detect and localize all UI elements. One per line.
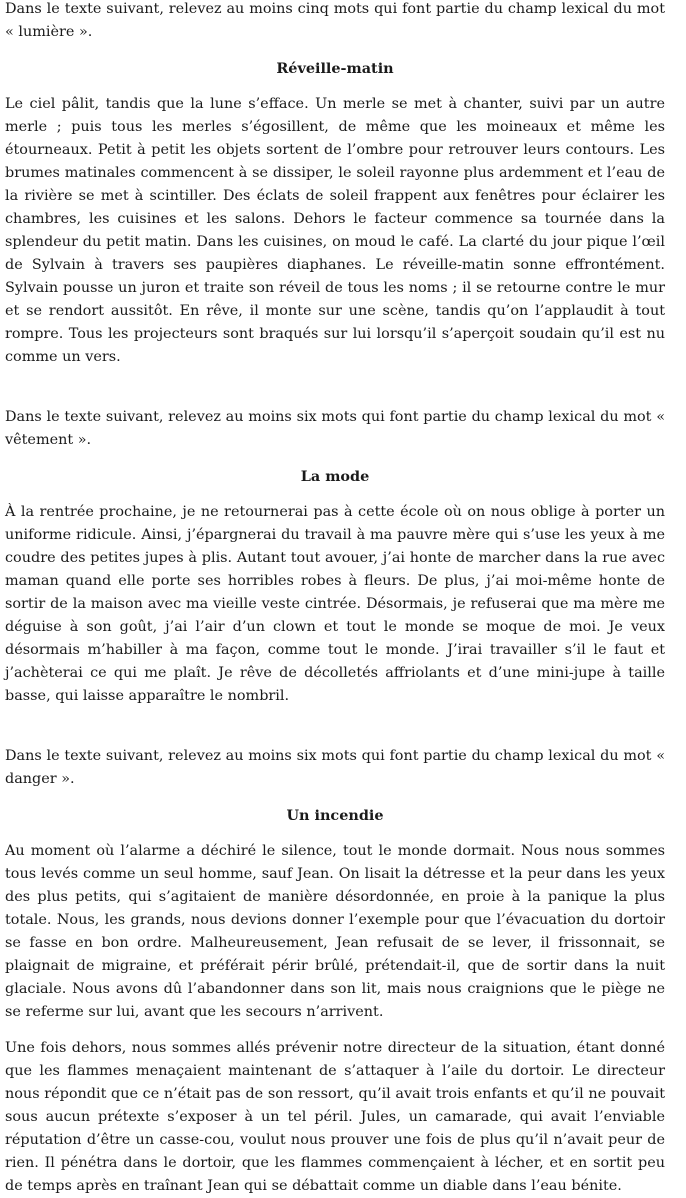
exercise-instruction: Dans le texte suivant, relevez au moins cinq mots qui font partie du champ lexical du mot « lumière ».: [5, 1, 665, 40]
text-title: Réveille-matin: [276, 60, 394, 77]
text-paragraph: Au moment où l’alarme a déchiré le silence, tout le monde dormait. Nous nous sommes tous levés comme un seul homme, sauf Jean. On lisait la détresse et la peur dans les yeux des plus petits, qui s’agitaient de manière désordonnée, en proie à la panique la plus totale. Nous, les grands, nous devions donner l’exemple pour que l’évacuation du dortoir se fasse en bon ordre. Malheureusement, Jean refusait de se lever, il frissonnait, se plaignait de migraine, et préférait périr brûlé, prétendait-il, que de sortir dans la nuit glaciale. Nous avons dû l’abandonner dans son lit, mais nous craignions que le piège ne se referme sur lui, avant que les secours n’arrivent.: [5, 843, 665, 1020]
document-page: [5, 0, 665, 1198]
text-title: La mode: [300, 468, 370, 485]
text-paragraph: Une fois dehors, nous sommes allés prévenir notre directeur de la situation, étant donné que les flammes menaçaient maintenant de s’attaquer à l’aile du dortoir. Le directeur nous répondit que ce n’était pas de son ressort, qu’il avait trois enfants et qu’il ne pouvait sous aucun prétexte s’exposer à un tel péril. Jules, un camarade, qui avait l’enviable réputation d’être un casse-cou, voulut nous prouver une fois de plus qu’il n’avait peur de rien. Il pénétra dans le dortoir, que les flammes commençaient à lécher, et en sortit peu de temps après en traînant Jean qui se débattait comme un diable dans l’eau bénite.: [5, 1040, 665, 1194]
exercise-instruction: Dans le texte suivant, relevez au moins six mots qui font partie du champ lexical du mot « vêtement ».: [5, 409, 665, 448]
text-paragraph: À la rentrée prochaine, je ne retournerai pas à cette école où on nous oblige à porter un uniforme ridicule. Ainsi, j’épargnerai du travail à ma pauvre mère qui s’use les yeux à me coudre des petites jupes à plis. Autant tout avouer, j’ai honte de marcher dans la rue avec maman quand elle porte ses horribles robes à fleurs. De plus, j’ai moi-même honte de sortir de la maison avec ma vieille veste cintrée. Désormais, je refuserai que ma mère me déguise à son goût, j’ai l’air d’un clown et tout le monde se moque de moi. Je veux désormais m’habiller à ma façon, comme tout le monde. J’irai travailler s’il le faut et j’achèterai ce qui me plaît. Je rêve de décolletés affriolants et d’une mini-jupe à taille basse, qui laisse apparaître le nombril.: [5, 504, 665, 704]
text-paragraph: Le ciel pâlit, tandis que la lune s’efface. Un merle se met à chanter, suivi par un autre merle ; puis tous les merles s’égosillent, de même que les moineaux et même les étourneaux. Petit à petit les objets sortent de l’ombre pour retrouver leurs contours. Les brumes matinales commencent à se dissiper, le soleil rayonne plus ardemment et l’eau de la rivière se met à scintiller. Des éclats de soleil frappent aux fenêtres pour éclairer les chambres, les cuisines et les salons. Dehors le facteur commence sa tournée dans la splendeur du petit matin. Dans les cuisines, on moud le café. La clarté du jour pique l’œil de Sylvain à travers ses paupières diaphanes. Le réveille-matin sonne effrontément. Sylvain pousse un juron et traite son réveil de tous les noms ; il se retourne contre le mur et se rendort aussitôt. En rêve, il monte sur une scène, tandis qu’on l’applaudit à tout rompre. Tous les projecteurs sont braqués sur lui lorsqu’il s’aperçoit soudain qu’il est nu comme un vers.: [5, 96, 665, 365]
text-title: Un incendie: [286, 807, 384, 824]
exercise-instruction: Dans le texte suivant, relevez au moins six mots qui font partie du champ lexical du mot « danger ».: [5, 748, 665, 787]
